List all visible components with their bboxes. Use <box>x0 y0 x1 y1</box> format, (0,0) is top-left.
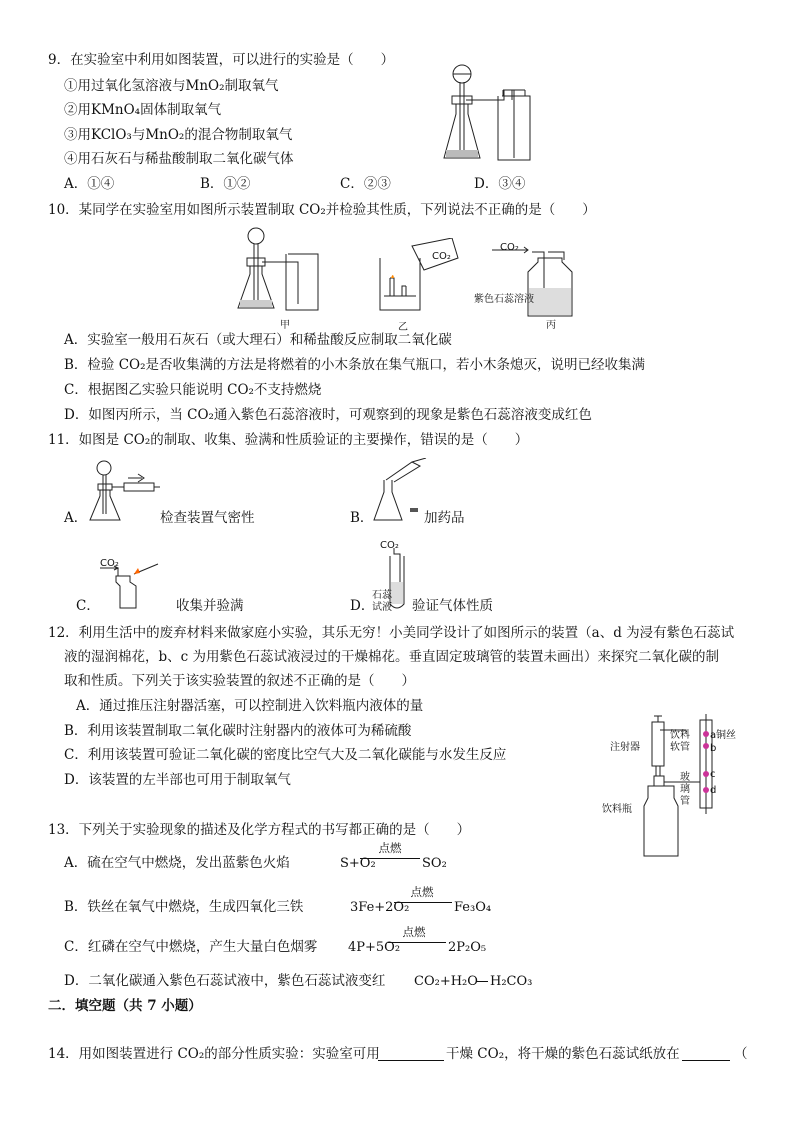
q12-option-b[interactable]: B．利用该装置制取二氧化碳时注射器内的液体可为稀硫酸 <box>64 723 412 739</box>
q12-label-bottle: 饮料瓶 <box>602 804 632 815</box>
q11-figure-a <box>88 460 160 522</box>
q13-eq-b-arrow <box>394 902 452 903</box>
q9-option-d[interactable]: D．③④ <box>474 176 526 192</box>
q12-option-c[interactable]: C．利用该装置可验证二氧化碳的密度比空气大及二氧化碳能与水发生反应 <box>64 747 507 763</box>
q12-label-hose-2: 软管 <box>670 742 690 753</box>
q12-option-d[interactable]: D．该装置的左半部也可用于制取氧气 <box>64 772 291 788</box>
q10-figure-jia <box>234 224 326 316</box>
q10-option-a[interactable]: A．实验室一般用石灰石（或大理石）和稀盐酸反应制取二氧化碳 <box>64 332 452 348</box>
q13-eq-c-lhs: 4P+5O₂ <box>348 940 401 955</box>
q11-litmus-label-d2: 试液 <box>372 602 392 613</box>
q12-label-tube-1: 玻 <box>680 772 690 783</box>
q10-label-yi: 乙 <box>398 322 408 333</box>
q11-option-a-letter[interactable]: A． <box>64 510 88 526</box>
q12-label-tube-2: 璃 <box>680 784 690 795</box>
section-2-heading: 二．填空题（共 7 小题） <box>48 998 202 1014</box>
q12-label-syringe: 注射器 <box>610 742 640 753</box>
q12-label-wire: 铜丝 <box>716 730 736 741</box>
q9-option-b[interactable]: B．①② <box>200 176 251 192</box>
q13-option-b[interactable]: B．铁丝在氧气中燃烧，生成四氧化三铁 <box>64 899 304 915</box>
q12-label-hose-1: 饮料 <box>670 730 690 741</box>
q12-mark-d: d <box>710 785 717 796</box>
q9-stem: 9．在实验室中利用如图装置，可以进行的实验是（ ） <box>48 52 395 68</box>
q12-mark-b: b <box>710 743 717 754</box>
q10-co2-label-b: CO₂ <box>432 251 451 262</box>
q11-co2-label-c: CO₂ <box>100 558 119 569</box>
q10-stem: 10．某同学在实验室用如图所示装置制取 CO₂并检验其性质，下列说法不正确的是（ ） <box>48 202 596 218</box>
q9-item-3: ③用KClO₃与MnO₂的混合物制取氧气 <box>64 127 293 143</box>
q12-stem-line-1: 12．利用生活中的废弃材料来做家庭小实验，其乐无穷！小美同学设计了如图所示的装置（a、d 为浸有紫色石蕊试 <box>48 625 735 641</box>
q11-option-d-letter[interactable]: D． <box>350 598 375 614</box>
q13-eq-a-lhs: S+O₂ <box>340 856 376 871</box>
q10-figure-yi <box>376 238 466 318</box>
q10-litmus-label: 紫色石蕊溶液 <box>474 294 534 305</box>
q13-eq-d-lhs: CO₂+H₂O <box>414 974 478 989</box>
q13-eq-a-cond: 点燃 <box>378 841 402 855</box>
q13-eq-d-equals <box>476 981 488 982</box>
q10-co2-label-a: CO₂ <box>500 242 519 253</box>
q13-option-a[interactable]: A．硫在空气中燃烧，发出蓝紫色火焰 <box>64 855 290 871</box>
q11-option-a-label[interactable]: 检查装置气密性 <box>160 510 255 526</box>
q9-item-2: ②用KMnO₄固体制取氧气 <box>64 102 222 118</box>
q11-option-b-label[interactable]: 加药品 <box>424 510 465 526</box>
q9-item-4: ④用石灰石与稀盐酸制取二氧化碳气体 <box>64 151 294 167</box>
q9-apparatus-figure <box>440 62 540 166</box>
q14-part-1: 14．用如图装置进行 CO₂的部分性质实验：实验室可用 <box>48 1046 380 1062</box>
q14-blank-2[interactable] <box>682 1060 730 1061</box>
q14-part-2: 干燥 CO₂，将干燥的紫色石蕊试纸放在 <box>446 1046 680 1062</box>
q14-part-3: （ <box>734 1046 748 1062</box>
q13-eq-b-cond: 点燃 <box>410 885 434 899</box>
q10-option-d[interactable]: D．如图丙所示，当 CO₂通入紫色石蕊溶液时，可观察到的现象是紫色石蕊溶液变成红色 <box>64 407 592 423</box>
q13-eq-c-rhs: 2P₂O₅ <box>448 940 487 955</box>
q11-co2-label-d: CO₂ <box>380 540 399 551</box>
q13-eq-b-rhs: Fe₃O₄ <box>454 900 492 915</box>
q14-blank-1[interactable] <box>378 1060 444 1061</box>
q13-eq-a-arrow <box>360 858 420 859</box>
q12-option-a[interactable]: A．通过推压注射器活塞，可以控制进入饮料瓶内液体的量 <box>76 698 424 714</box>
q13-stem: 13．下列关于实验现象的描述及化学方程式的书写都正确的是（ ） <box>48 822 471 838</box>
q12-mark-c: c <box>710 769 716 780</box>
q13-eq-a-rhs: SO₂ <box>422 856 447 871</box>
q9-option-a[interactable]: A．①④ <box>64 176 115 192</box>
q10-option-b[interactable]: B．检验 CO₂是否收集满的方法是将燃着的小木条放在集气瓶口，若小木条熄灭，说明已经收集满 <box>64 357 646 373</box>
q13-eq-c-cond: 点燃 <box>402 925 426 939</box>
q11-stem: 11．如图是 CO₂的制取、收集、验满和性质验证的主要操作，错误的是（ ） <box>48 432 529 448</box>
q11-litmus-label-d1: 石蕊 <box>372 590 392 601</box>
q13-eq-b-lhs: 3Fe+2O₂ <box>350 900 410 915</box>
q12-stem-line-3: 取和性质。下列关于该实验装置的叙述不正确的是（ ） <box>64 673 415 689</box>
q13-eq-d-rhs: H₂CO₃ <box>490 974 533 989</box>
q10-option-c[interactable]: C．根据图乙实验只能说明 CO₂不支持燃烧 <box>64 382 322 398</box>
q11-option-c-letter[interactable]: C． <box>76 598 100 614</box>
q11-option-d-label[interactable]: 验证气体性质 <box>412 598 493 614</box>
q11-option-c-label[interactable]: 收集并验满 <box>176 598 244 614</box>
q9-item-1: ①用过氧化氢溶液与MnO₂制取氧气 <box>64 78 279 94</box>
q9-option-c[interactable]: C．②③ <box>340 176 391 192</box>
q12-label-tube-3: 管 <box>680 796 690 807</box>
q12-mark-a: a <box>710 730 717 741</box>
q11-option-b-letter[interactable]: B． <box>350 510 374 526</box>
q13-option-d[interactable]: D．二氧化碳通入紫色石蕊试液中，紫色石蕊试液变红 <box>64 973 386 989</box>
q13-eq-c-arrow <box>388 942 446 943</box>
q10-label-jia: 甲 <box>280 320 290 331</box>
q13-option-c[interactable]: C．红磷在空气中燃烧，产生大量白色烟雾 <box>64 939 318 955</box>
q10-label-bing: 丙 <box>546 320 556 331</box>
q12-stem-line-2: 液的湿润棉花，b、c 为用紫色石蕊试液浸过的干燥棉花。垂直固定玻璃管的装置未画出）来探究二氧化碳的制 <box>64 649 719 665</box>
